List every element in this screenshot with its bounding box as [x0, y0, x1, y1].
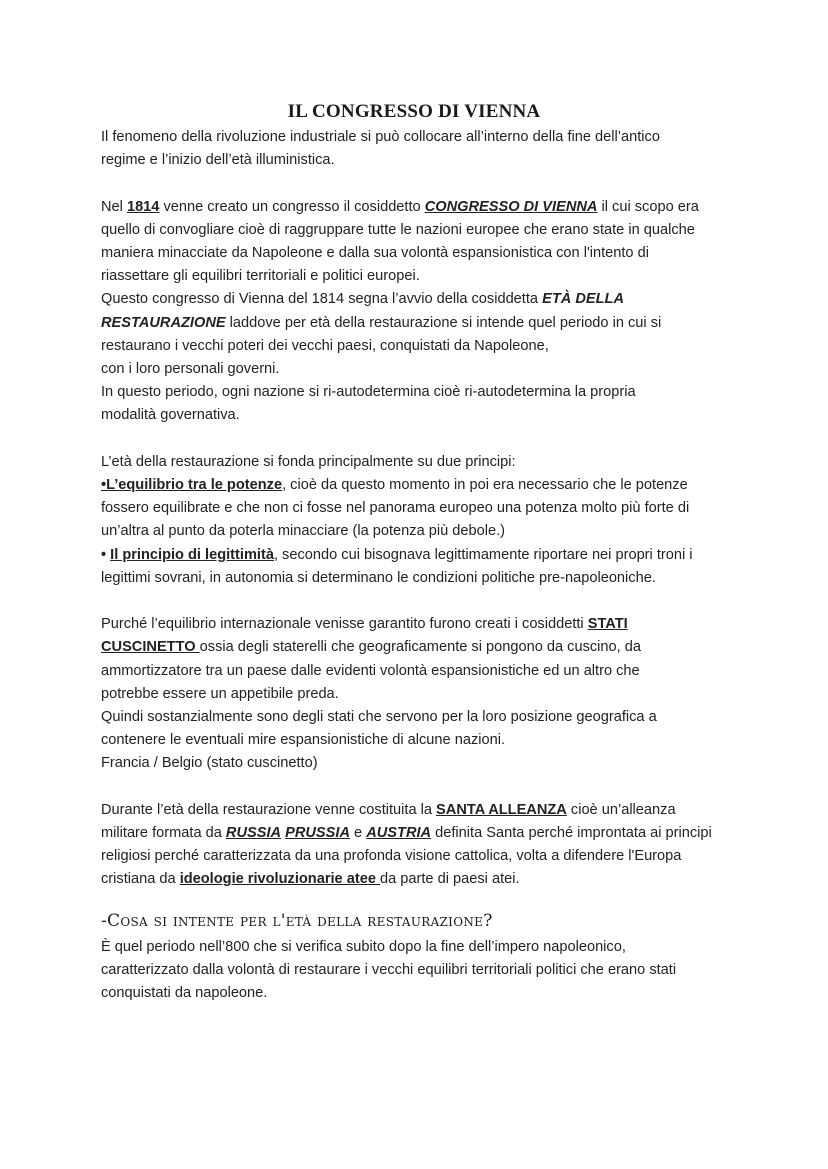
country-austria: AUSTRIA	[366, 825, 432, 842]
text-line: maniera minacciate da Napoleone e dalla sua volontà espansionistica con l'intento di	[101, 245, 649, 261]
text-run: da parte di paesi atei.	[380, 871, 520, 888]
text-line: un’altra al punto da poterla minacciare (la potenza più debole.)	[101, 523, 506, 540]
text-run: , secondo cui bisognava legittimamente riportare nei propri troni i	[273, 546, 693, 563]
text-run: Purché l’equilibrio internazionale venisse garantito furono creati i cosiddetti	[101, 616, 588, 633]
text-run: definita Santa perché improntata ai principi	[431, 825, 712, 842]
text-run: cristiana da	[101, 871, 180, 888]
text-line: religiosi perché caratterizzata da una profonda visione cattolica, volta a difendere l'Europa	[101, 848, 682, 865]
text-line: legittimi sovrani, in autonomia si determinano le condizioni politiche pre-napoleoniche.	[101, 569, 656, 586]
year-1814: 1814	[126, 198, 160, 215]
restoration-term-part2: RESTAURAZIONE	[101, 314, 226, 331]
congress-term: CONGRESSO DI VIENNA	[424, 198, 598, 215]
text-run: ossia degli staterelli che geograficamente si pongono da cuscino, da	[199, 639, 641, 656]
text-line: caratterizzato dalla volontà di restaurare i vecchi equilibri territoriali politici che erano stati	[101, 961, 677, 978]
text-line: contenere le eventuali mire espansionistiche di alcune nazioni.	[101, 732, 506, 749]
holy-alliance-term: SANTA ALLEANZA	[436, 801, 567, 818]
text-run: Durante l’età della restaurazione venne costituita la	[101, 801, 437, 818]
text-run: e	[349, 825, 367, 842]
text-line: conquistati da napoleone.	[101, 985, 268, 1002]
principle-legitimacy: Il principio di legittimità	[110, 546, 274, 563]
text-run: venne creato un congresso il cosiddetto	[159, 198, 425, 215]
paragraph-principles	[101, 451, 741, 590]
text-line: È quel periodo nell’800 che si verifica subito dopo la fine dell’impero napoleonico,	[101, 938, 626, 955]
buffer-states-term-part1: STATI	[587, 616, 628, 633]
text-run: Nel	[101, 198, 127, 215]
paragraph-buffer-states	[101, 613, 741, 775]
document-body	[101, 126, 741, 1005]
text-run: cioè un’alleanza	[566, 801, 676, 818]
country-prussia: PRUSSIA	[285, 825, 350, 842]
text-run: Questo congresso di Vienna del 1814 segna l’avvio della cosiddetta	[101, 291, 543, 308]
text-line: ammortizzatore tra un paese dalle evidenti volontà espansionistiche ed un altro che	[101, 662, 640, 679]
text-run: il cui scopo era	[597, 198, 699, 215]
paragraph-definition	[101, 936, 741, 1006]
paragraph-congress	[101, 196, 741, 428]
page-title: IL CONGRESSO DI VIENNA	[287, 101, 541, 122]
paragraph-holy-alliance	[101, 799, 741, 892]
section-heading: -Cosa si intente per l'età della restaurazione?	[101, 910, 493, 931]
text-line: L’età della restaurazione si fonda principalmente su due principi:	[101, 453, 516, 470]
country-russia: RUSSIA	[225, 825, 282, 842]
text-line: Francia / Belgio (stato cuscinetto)	[101, 755, 318, 772]
text-line: quello di convogliare cioè di raggruppare tutte le nazioni europee che erano state in qualche	[101, 221, 695, 238]
text-line: Quindi sostanzialmente sono degli stati che servono per la loro posizione geografica a	[101, 709, 657, 726]
text-line: riassettare gli equilibri territoriali e politici europei.	[101, 268, 420, 285]
bullet: •	[101, 546, 111, 563]
text-line: modalità governativa.	[101, 407, 240, 424]
principle-equilibrium: •L’equilibrio tra le potenze	[101, 477, 283, 494]
paragraph-intro	[101, 126, 741, 172]
buffer-states-term-part2: CUSCINETTO	[101, 639, 200, 656]
text-line: In questo periodo, ogni nazione si ri-autodetermina cioè ri-autodetermina la propria	[101, 384, 636, 401]
text-line: con i loro personali governi.	[101, 361, 280, 378]
restoration-term-part1: ETÀ DELLA	[542, 291, 624, 308]
text-line: restaurano i vecchi poteri dei vecchi paesi, conquistati da Napoleone,	[101, 337, 549, 354]
text-line: regime e l’inizio dell’età illuministica.	[101, 152, 335, 169]
revolutionary-ideologies-term: ideologie rivoluzionarie atee	[179, 871, 380, 888]
text-line: fossero equilibrate e che non ci fosse nel panorama europeo una potenza molto più forte di	[101, 500, 690, 517]
text-run: laddove per età della restaurazione si intende quel periodo in cui si	[225, 314, 662, 331]
text-line: potrebbe essere un appetibile preda.	[101, 685, 339, 702]
text-line: Il fenomeno della rivoluzione industriale si può collocare all’interno della fine dell’antico	[101, 129, 660, 145]
text-run: militare formata da	[101, 825, 226, 842]
text-run: , cioè da questo momento in poi era necessario che le potenze	[282, 477, 688, 494]
